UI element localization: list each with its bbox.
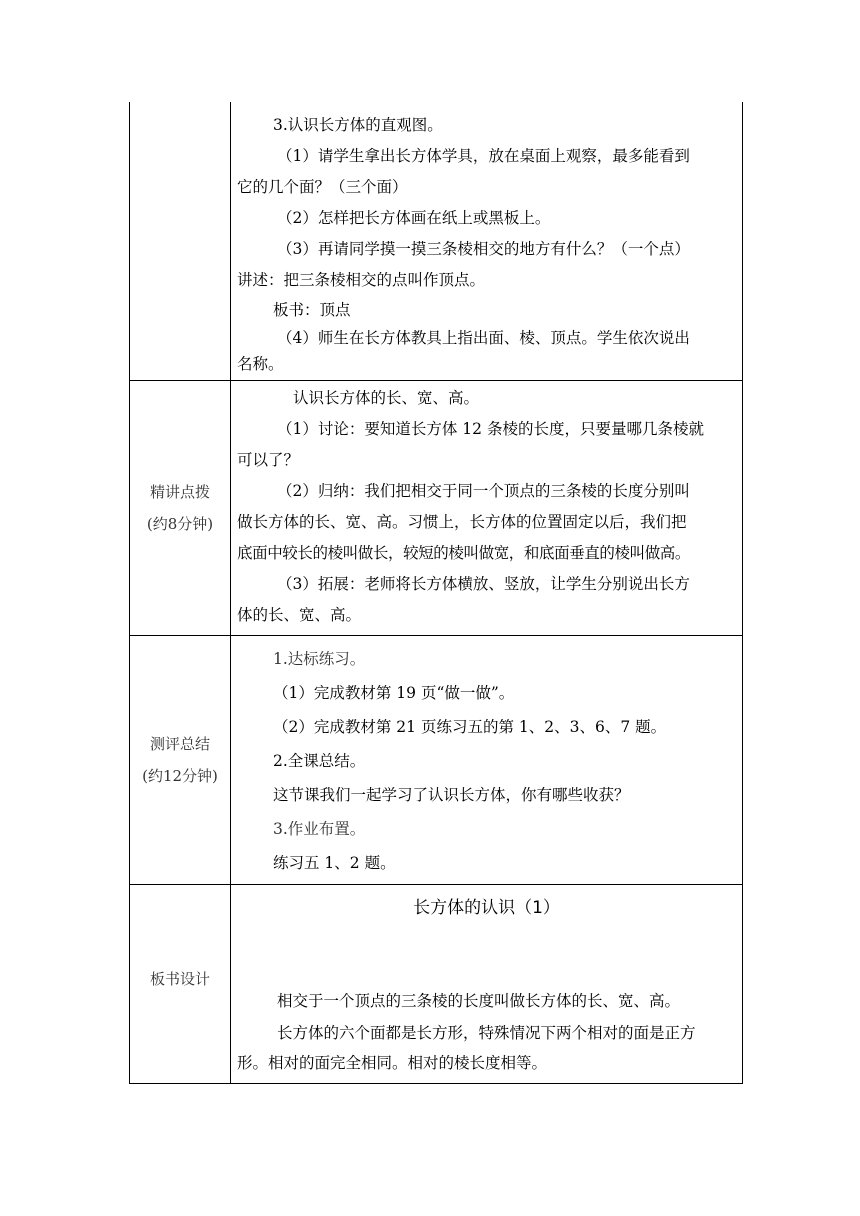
content-line: （2）怎样把长方体画在纸上或黑板上。 bbox=[277, 209, 551, 227]
content-line: 这节课我们一起学习了认识长方体，你有哪些收获？ bbox=[273, 786, 630, 804]
lesson-plan-table bbox=[129, 102, 743, 1084]
content-line: 它的几个面？（三个面） bbox=[237, 178, 408, 196]
content-line: 相交于一个顶点的三条棱的长度叫做长方体的长、宽、高。 bbox=[277, 992, 681, 1010]
content-line: 体的长、宽、高。 bbox=[237, 606, 362, 624]
content-line: 板书：顶点 bbox=[273, 301, 351, 319]
content-line: 认识长方体的长、宽、高。 bbox=[293, 389, 480, 407]
content-line: （2）完成教材第 21 页练习五的第 1、2、3、6、7 题。 bbox=[273, 718, 667, 736]
row-label-assessment bbox=[130, 636, 231, 885]
content-line: （4）师生在长方体教具上指出面、棱、顶点。学生依次说出 bbox=[277, 329, 690, 347]
table-row-assessment bbox=[130, 636, 743, 885]
content-line: 名称。 bbox=[237, 355, 284, 373]
row-content-assessment bbox=[231, 636, 743, 885]
label-title: 精讲点拨 bbox=[149, 483, 210, 501]
table-row-explain bbox=[130, 381, 743, 636]
label-title: 板书设计 bbox=[149, 970, 210, 988]
content-line: （1）请学生拿出长方体学具，放在桌面上观察，最多能看到 bbox=[277, 147, 690, 165]
row-content-explain bbox=[231, 381, 743, 636]
label-title: 测评总结 bbox=[149, 735, 210, 753]
content-line: 练习五 1、2 题。 bbox=[273, 854, 396, 872]
row-label-empty bbox=[130, 102, 231, 381]
content-line: 底面中较长的棱叫做长，较短的棱叫做宽，和底面垂直的棱叫做高。 bbox=[237, 544, 691, 562]
content-line: （2）归纳：我们把相交于同一个顶点的三条棱的长度分别叫 bbox=[277, 482, 690, 500]
row-content-intro-view bbox=[231, 102, 743, 381]
content-line: 做长方体的长、宽、高。习惯上，长方体的位置固定以后，我们把 bbox=[237, 513, 687, 531]
content-line: 2.全课总结。 bbox=[273, 752, 366, 770]
content-line: （3）拓展：老师将长方体横放、竖放，让学生分别说出长方 bbox=[277, 575, 690, 593]
content-line: 形。相对的面完全相同。相对的棱长度相等。 bbox=[237, 1054, 548, 1072]
content-line: 讲述：把三条棱相交的点叫作顶点。 bbox=[237, 271, 486, 289]
row-label-board-design bbox=[130, 885, 231, 1084]
content-line: （1）讨论：要知道长方体 12 条棱的长度，只要量哪几条棱就 bbox=[277, 420, 704, 438]
row-label-explain bbox=[130, 381, 231, 636]
content-line: （3）再请同学摸一摸三条棱相交的地方有什么？（一个点） bbox=[277, 240, 690, 258]
content-line: （1）完成教材第 19 页“做一做”。 bbox=[273, 684, 515, 702]
table-row-board-design bbox=[130, 885, 743, 1084]
content-line: 3.作业布置。 bbox=[273, 820, 366, 838]
label-duration: (约12分钟) bbox=[142, 767, 218, 785]
content-line: 可以了？ bbox=[237, 451, 300, 469]
row-content-board-design bbox=[231, 885, 743, 1084]
content-line: 3.认识长方体的直观图。 bbox=[273, 116, 443, 134]
board-title: 长方体的认识（1） bbox=[413, 898, 560, 918]
table-row-intro-view bbox=[130, 102, 743, 381]
content-line: 1.达标练习。 bbox=[273, 650, 366, 668]
content-line: 长方体的六个面都是长方形，特殊情况下两个相对的面是正方 bbox=[277, 1024, 696, 1042]
label-duration: (约8分钟) bbox=[146, 515, 214, 533]
